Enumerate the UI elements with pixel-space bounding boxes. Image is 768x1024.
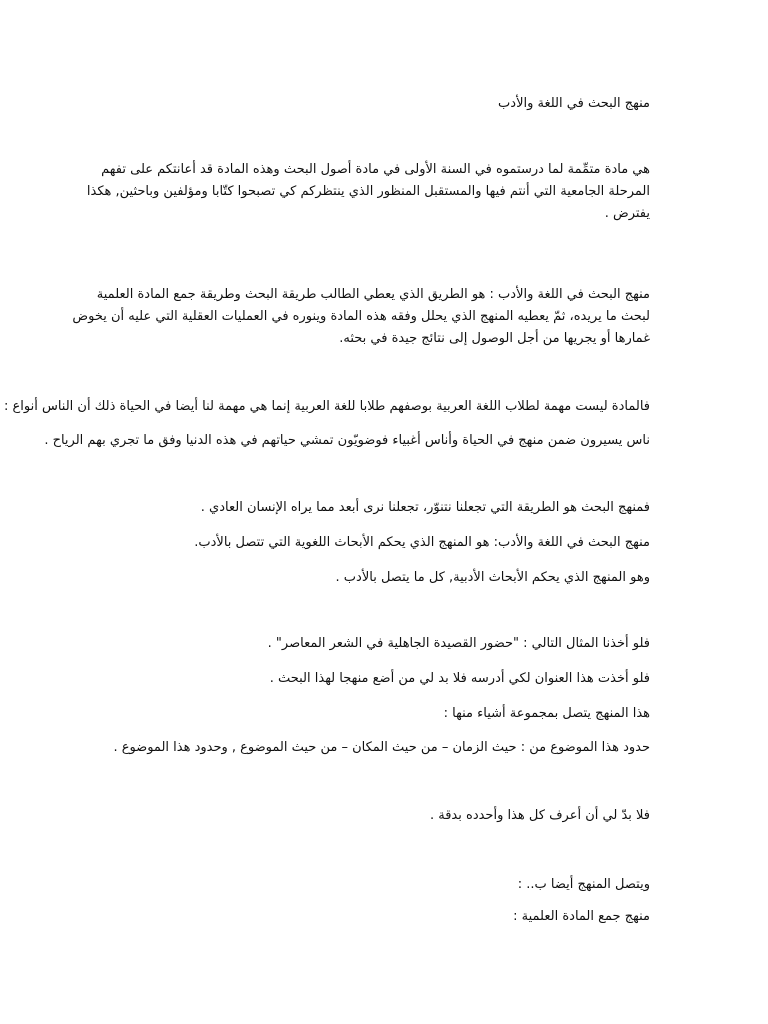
paragraph-precision: فلا بدّ لي أن أعرف كل هذا وأحدده بدقة . xyxy=(429,808,650,823)
paragraph-importance: فالمادة ليست مهمة لطلاب اللغة العربية بوصفهم طلابا للغة العربية إنما هي مهمة لنا أيضا في الحياة ذلك أن الناس أنواع : xyxy=(4,399,650,414)
paragraph-definition: منهج البحث في اللغة والأدب : هو الطريق الذي يعطي الطالب طريقة البحث وطريقة جمع المادة العلمية لبحث ما يريده، ثمّ يعطيه المنهج الذي يحلل وفقه هذه المادة وينوره في العمليات العقلية التي عليه أن يخوض غمارها أو يجريها من أجل الوصول إلى نتائج جيدة في بحثه. xyxy=(72,287,650,346)
paragraph-enlightenment: فمنهج البحث هو الطريقة التي تجعلنا نتنوّر، تجعلنا نرى أبعد مما يراه الإنسان العادي . xyxy=(200,500,650,515)
paragraph-title-study: فلو أخذت هذا العنوان لكي أدرسه فلا بد لي من أضع منهجا لهذا البحث . xyxy=(269,671,650,686)
paragraph-material-collection: منهج جمع المادة العلمية : xyxy=(513,909,650,924)
paragraph-example: فلو أخذنا المثال التالي : "حضور القصيدة الجاهلية في الشعر المعاصر" . xyxy=(267,636,650,651)
paragraph-literary-method: وهو المنهج الذي يحكم الأبحاث الأدبية, كل ما يتصل بالأدب . xyxy=(335,570,650,585)
paragraph-method-elements: هذا المنهج يتصل بمجموعة أشياء منها : xyxy=(443,706,650,721)
paragraph-people-types: ناس يسيرون ضمن منهج في الحياة وأناس أغبياء فوضويّون تمشي حياتهم في هذه الدنيا وفق ما تجري بهم الرياح . xyxy=(44,433,650,448)
paragraph-intro: هي مادة متمِّمة لما درستموه في السنة الأولى في مادة أصول البحث وهذه المادة قد أعانتكم على تفهم المرحلة الجامعية التي أنتم فيها والمستقبل المنظور الذي ينتظركم كي تصبحوا كتّابا ومؤلفين وباحثين, هكذا يفترض . xyxy=(86,162,650,221)
document-title: منهج البحث في اللغة والأدب xyxy=(498,96,650,111)
paragraph-topic-limits: حدود هذا الموضوع من : حيث الزمان – من حيث المكان – من حيث الموضوع , وحدود هذا الموضوع . xyxy=(113,740,650,755)
paragraph-method-also: ويتصل المنهج أيضا ب.. : xyxy=(517,877,650,892)
paragraph-linguistic-method: منهج البحث في اللغة والأدب: هو المنهج الذي يحكم الأبحاث اللغوية التي تتصل بالأدب. xyxy=(194,535,650,550)
